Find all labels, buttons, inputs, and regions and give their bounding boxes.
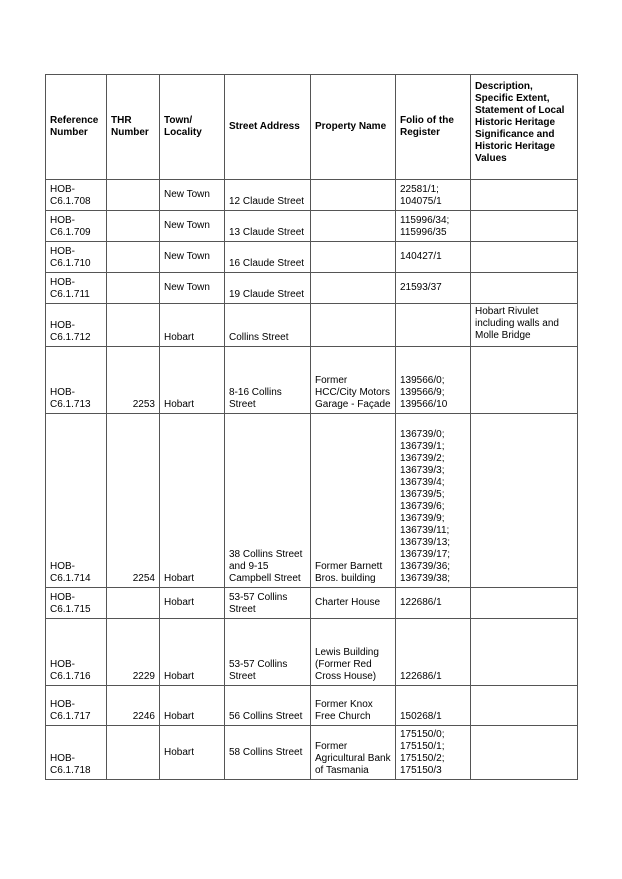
cell-description (471, 414, 578, 588)
cell-town: Hobart (160, 414, 225, 588)
header-town-locality: Town/ Locality (160, 75, 225, 180)
cell-description (471, 726, 578, 780)
cell-folio: 139566/0; 139566/9; 139566/10 (396, 347, 471, 414)
cell-property: Former HCC/City Motors Garage - Façade (311, 347, 396, 414)
cell-reference: HOB-C6.1.716 (46, 619, 107, 686)
cell-town: New Town (160, 180, 225, 211)
cell-property: Former Barnett Bros. building (311, 414, 396, 588)
cell-street: 19 Claude Street (225, 273, 311, 304)
table-row (46, 619, 578, 686)
table-row (46, 347, 578, 414)
header-row (46, 75, 578, 180)
cell-reference: HOB-C6.1.714 (46, 414, 107, 588)
cell-town: Hobart (160, 588, 225, 619)
cell-folio: 136739/0; 136739/1; 136739/2; 136739/3; 136739/4; 136739/5; 136739/6; 136739/9; 136739/11; 136739/13; 136739/17; 136739/36; 136739/38; (396, 414, 471, 588)
cell-folio: 21593/37 (396, 273, 471, 304)
table-row (46, 242, 578, 273)
cell-reference: HOB-C6.1.708 (46, 180, 107, 211)
cell-description (471, 211, 578, 242)
cell-reference: HOB-C6.1.710 (46, 242, 107, 273)
header-reference-number: Reference Number (46, 75, 107, 180)
cell-property: Former Agricultural Bank of Tasmania (311, 726, 396, 780)
cell-property (311, 180, 396, 211)
header-street-address: Street Address (225, 75, 311, 180)
cell-thr: 2246 (107, 686, 160, 726)
table-row (46, 726, 578, 780)
table-row (46, 588, 578, 619)
cell-folio (396, 304, 471, 347)
cell-thr: 2254 (107, 414, 160, 588)
header-description: Description, Specific Extent, Statement of Local Historic Heritage Significance and Historic Heritage Values (471, 75, 578, 180)
table-row (46, 273, 578, 304)
cell-thr (107, 242, 160, 273)
header-folio: Folio of the Register (396, 75, 471, 180)
table-row (46, 211, 578, 242)
cell-property: Former Knox Free Church (311, 686, 396, 726)
cell-folio: 115996/34; 115996/35 (396, 211, 471, 242)
cell-street: 58 Collins Street (225, 726, 311, 780)
cell-town: New Town (160, 273, 225, 304)
cell-property (311, 211, 396, 242)
table-row (46, 686, 578, 726)
cell-property (311, 304, 396, 347)
cell-town: Hobart (160, 619, 225, 686)
cell-reference: HOB-C6.1.718 (46, 726, 107, 780)
cell-town: Hobart (160, 726, 225, 780)
cell-thr (107, 304, 160, 347)
cell-folio: 122686/1 (396, 619, 471, 686)
cell-street: 53-57 Collins Street (225, 619, 311, 686)
cell-folio: 22581/1; 104075/1 (396, 180, 471, 211)
cell-street: Collins Street (225, 304, 311, 347)
cell-street: 16 Claude Street (225, 242, 311, 273)
cell-town: New Town (160, 211, 225, 242)
cell-folio: 122686/1 (396, 588, 471, 619)
cell-reference: HOB-C6.1.717 (46, 686, 107, 726)
cell-street: 56 Collins Street (225, 686, 311, 726)
cell-reference: HOB-C6.1.709 (46, 211, 107, 242)
cell-description (471, 347, 578, 414)
cell-thr (107, 211, 160, 242)
cell-property (311, 273, 396, 304)
cell-description (471, 686, 578, 726)
cell-thr (107, 273, 160, 304)
cell-town: Hobart (160, 304, 225, 347)
header-property-name: Property Name (311, 75, 396, 180)
table-row (46, 414, 578, 588)
cell-town: Hobart (160, 686, 225, 726)
cell-reference: HOB-C6.1.712 (46, 304, 107, 347)
cell-street: 13 Claude Street (225, 211, 311, 242)
cell-description (471, 619, 578, 686)
cell-description (471, 180, 578, 211)
heritage-register-table (45, 74, 578, 780)
cell-folio: 140427/1 (396, 242, 471, 273)
cell-description (471, 273, 578, 304)
cell-thr (107, 180, 160, 211)
cell-property: Charter House (311, 588, 396, 619)
cell-property (311, 242, 396, 273)
cell-street: 12 Claude Street (225, 180, 311, 211)
cell-street: 8-16 Collins Street (225, 347, 311, 414)
cell-reference: HOB-C6.1.711 (46, 273, 107, 304)
cell-town: Hobart (160, 347, 225, 414)
cell-property: Lewis Building (Former Red Cross House) (311, 619, 396, 686)
cell-thr (107, 726, 160, 780)
cell-street: 38 Collins Street and 9-15 Campbell Street (225, 414, 311, 588)
table-row (46, 180, 578, 211)
cell-thr (107, 588, 160, 619)
cell-reference: HOB-C6.1.715 (46, 588, 107, 619)
cell-thr: 2229 (107, 619, 160, 686)
header-thr-number: THR Number (107, 75, 160, 180)
cell-reference: HOB-C6.1.713 (46, 347, 107, 414)
cell-street: 53-57 Collins Street (225, 588, 311, 619)
cell-description (471, 588, 578, 619)
cell-folio: 175150/0; 175150/1; 175150/2; 175150/3 (396, 726, 471, 780)
cell-town: New Town (160, 242, 225, 273)
cell-description (471, 242, 578, 273)
cell-thr: 2253 (107, 347, 160, 414)
table-row (46, 304, 578, 347)
cell-description: Hobart Rivulet including walls and Molle Bridge (471, 304, 578, 347)
cell-folio: 150268/1 (396, 686, 471, 726)
